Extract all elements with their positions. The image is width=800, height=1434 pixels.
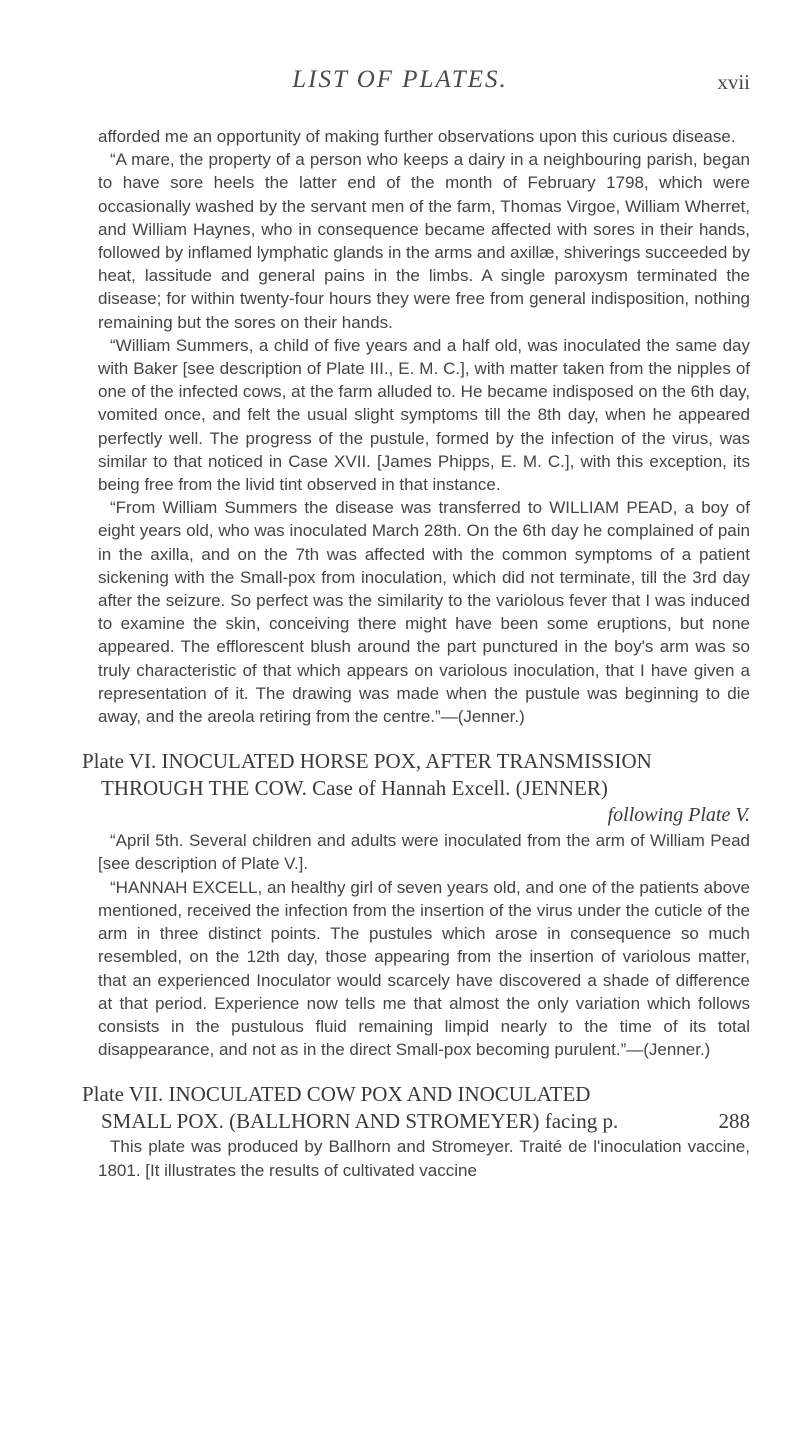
plate-vii-heading-line1: Plate VII. INOCULATED COW POX AND INOCULATED [82,1082,591,1107]
paragraph: “From William Summers the disease was transferred to WILLIAM PEAD, a boy of eight years old, who was inoculated March 28th. On the 6th day he complained of pain in the axilla, and on the 7th was affected with the common symptoms of a patient sickening with the Small-pox from inoculation, which did not terminate, till the 3rd day after the seizure. So perfect was the similarity to the variolous fever that I was induced to examine the skin, conceiving there might have been some eruptions, but none appeared. The efflorescent blush around the part punctured in the boy's arm was so truly characteristic of that which appears on variolous inoculation, that I have given a representation of it. The drawing was made when the pustule was beginning to die away, and the areola retiring from the centre.”—(Jenner.) [98,498,750,727]
paragraph: “A mare, the property of a person who keeps a dairy in a neighbouring parish, began to have sore heels the latter end of the month of February 1798, which were occasionally washed by the servant men of the farm, Thomas Virgoe, William Wherret, and William Haynes, who in consequence became affected with sores in their hands, followed by inflamed lymphatic glands in the arms and axillæ, shiverings succeeded by heat, lassitude and general pains in the limbs. A single paroxysm terminated the disease; for within twenty-four hours they were free from general indisposition, nothing remaining but the sores on their hands. [98,150,751,332]
running-head [0,66,800,106]
plate-vi-following: following Plate V. [607,804,750,827]
plate-vii-heading-line2 [82,1108,750,1135]
paragraph: “William Summers, a child of five years and a half old, was inoculated the same day with Baker [see description of Plate III., E. M. C.], with matter taken from the nipples of one of the infected cows, at the farm alluded to. He became indisposed on the 6th day, vomited once, and felt the usual slight symptoms till the 8th day, when he appeared perfectly well. The progress of the pustule, formed by the infection of the virus, was similar to that noticed in Case XVII. [James Phipps, E. M. C.], with this exception, its being free from the livid tint observed in that instance. [98,335,750,495]
paragraph: “HANNAH EXCELL, an healthy girl of seven years old, and one of the patients above mentioned, received the infection from the insertion of the virus under the cuticle of the arm in three distinct points. The pustules which arose in consequence so much resembled, on the 12th day, those appearing from the insertion of variolous matter, that an experienced Inoculator would scarcely have discovered a shade of difference at that period. Experience now tells me that almost the only variation which follows consists in the pustulous fluid remaining limpid nearly to the time of its total disappearance, and not as in the direct Small-pox becoming purulent.”—(Jenner.) [98,877,750,1060]
plate-vii-page-ref: 288 [718,1109,750,1134]
plate-vi-heading-line2: THROUGH THE COW. Case of Hannah Excell. (JENNER) [101,776,608,801]
page-number: xvii [717,70,750,94]
plate-vi-heading [82,748,750,829]
plate-vii-heading [82,1081,750,1135]
plate-vi-heading-line1: Plate VI. INOCULATED HORSE POX, AFTER TRANSMISSION [82,749,652,774]
paragraph: “April 5th. Several children and adults were inoculated from the arm of William Pead [see description of Plate V.]. [98,831,750,874]
paragraph: This plate was produced by Ballhorn and Stromeyer. Traité de l'inoculation vaccine, 1801. [It illustrates the results of cultivated vaccine [98,1137,750,1180]
plate-vii-heading-line2-text: SMALL POX. (BALLHORN AND STROMEYER) facing p. [101,1109,619,1134]
body-text [82,125,751,1182]
paragraph: afforded me an opportunity of making further observations upon this curious disease. [98,127,736,146]
running-head-title: LIST OF PLATES. [292,66,508,93]
